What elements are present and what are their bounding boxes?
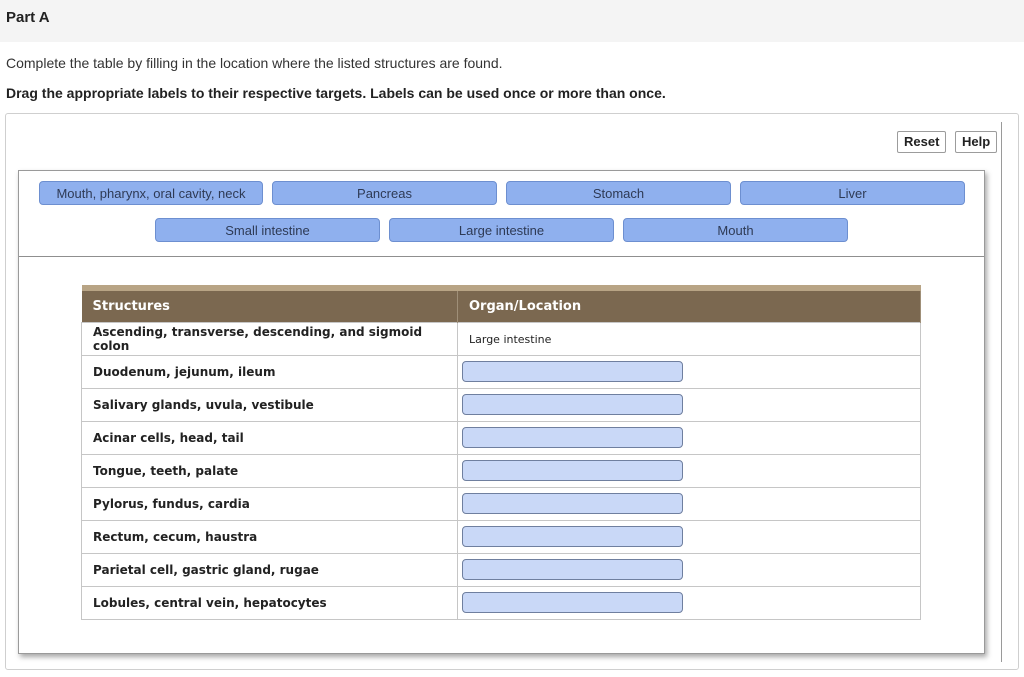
drop-target[interactable] (462, 460, 683, 481)
structures-table (81, 285, 921, 620)
drop-target[interactable] (462, 427, 683, 448)
scrollbar-track[interactable] (1001, 122, 1002, 662)
location-cell (458, 487, 921, 520)
label-liver[interactable]: Liver (740, 181, 965, 205)
drop-target[interactable] (462, 559, 683, 580)
label-bank-divider (19, 256, 984, 257)
label-stomach[interactable]: Stomach (506, 181, 731, 205)
structure-cell: Ascending, transverse, descending, and sigmoid colon (82, 322, 458, 355)
table-row (82, 520, 921, 553)
location-cell (458, 355, 921, 388)
label-pancreas[interactable]: Pancreas (272, 181, 497, 205)
drop-target[interactable] (462, 526, 683, 547)
structure-cell: Duodenum, jejunum, ileum (82, 355, 458, 388)
structure-cell: Pylorus, fundus, cardia (82, 487, 458, 520)
label-mouth[interactable]: Mouth (623, 218, 848, 242)
location-cell (458, 388, 921, 421)
drop-target[interactable] (462, 592, 683, 613)
label-large-intestine[interactable]: Large intestine (389, 218, 614, 242)
structure-cell: Tongue, teeth, palate (82, 454, 458, 487)
location-cell (458, 322, 921, 355)
table-row (82, 454, 921, 487)
table-row (82, 322, 921, 355)
part-header (0, 0, 1024, 42)
table-row (82, 487, 921, 520)
drop-target[interactable] (462, 361, 683, 382)
reset-button[interactable]: Reset (897, 131, 946, 153)
location-cell (458, 454, 921, 487)
label-small-intestine[interactable]: Small intestine (155, 218, 380, 242)
structure-cell: Parietal cell, gastric gland, rugae (82, 553, 458, 586)
column-header-structures: Structures (82, 291, 458, 322)
location-cell (458, 553, 921, 586)
location-answer-text: Large intestine (469, 332, 552, 346)
drag-instruction-text: Drag the appropriate labels to their respective targets. Labels can be used once or more than once. (6, 85, 666, 101)
part-title: Part A (6, 9, 50, 26)
structure-cell: Lobules, central vein, hepatocytes (82, 586, 458, 619)
table-row (82, 388, 921, 421)
structure-cell: Acinar cells, head, tail (82, 421, 458, 454)
table-row (82, 586, 921, 619)
help-button[interactable]: Help (955, 131, 997, 153)
instruction-text: Complete the table by filling in the location where the listed structures are found. (6, 55, 503, 71)
table-row (82, 553, 921, 586)
table-row (82, 421, 921, 454)
location-cell (458, 586, 921, 619)
location-cell (458, 520, 921, 553)
column-header-organ-location: Organ/Location (458, 291, 921, 322)
drop-target[interactable] (462, 493, 683, 514)
location-cell (458, 421, 921, 454)
structure-cell: Rectum, cecum, haustra (82, 520, 458, 553)
table-row (82, 355, 921, 388)
drop-target[interactable] (462, 394, 683, 415)
label-mouth-pharynx-oral-cavity-neck[interactable]: Mouth, pharynx, oral cavity, neck (39, 181, 263, 205)
structure-cell: Salivary glands, uvula, vestibule (82, 388, 458, 421)
